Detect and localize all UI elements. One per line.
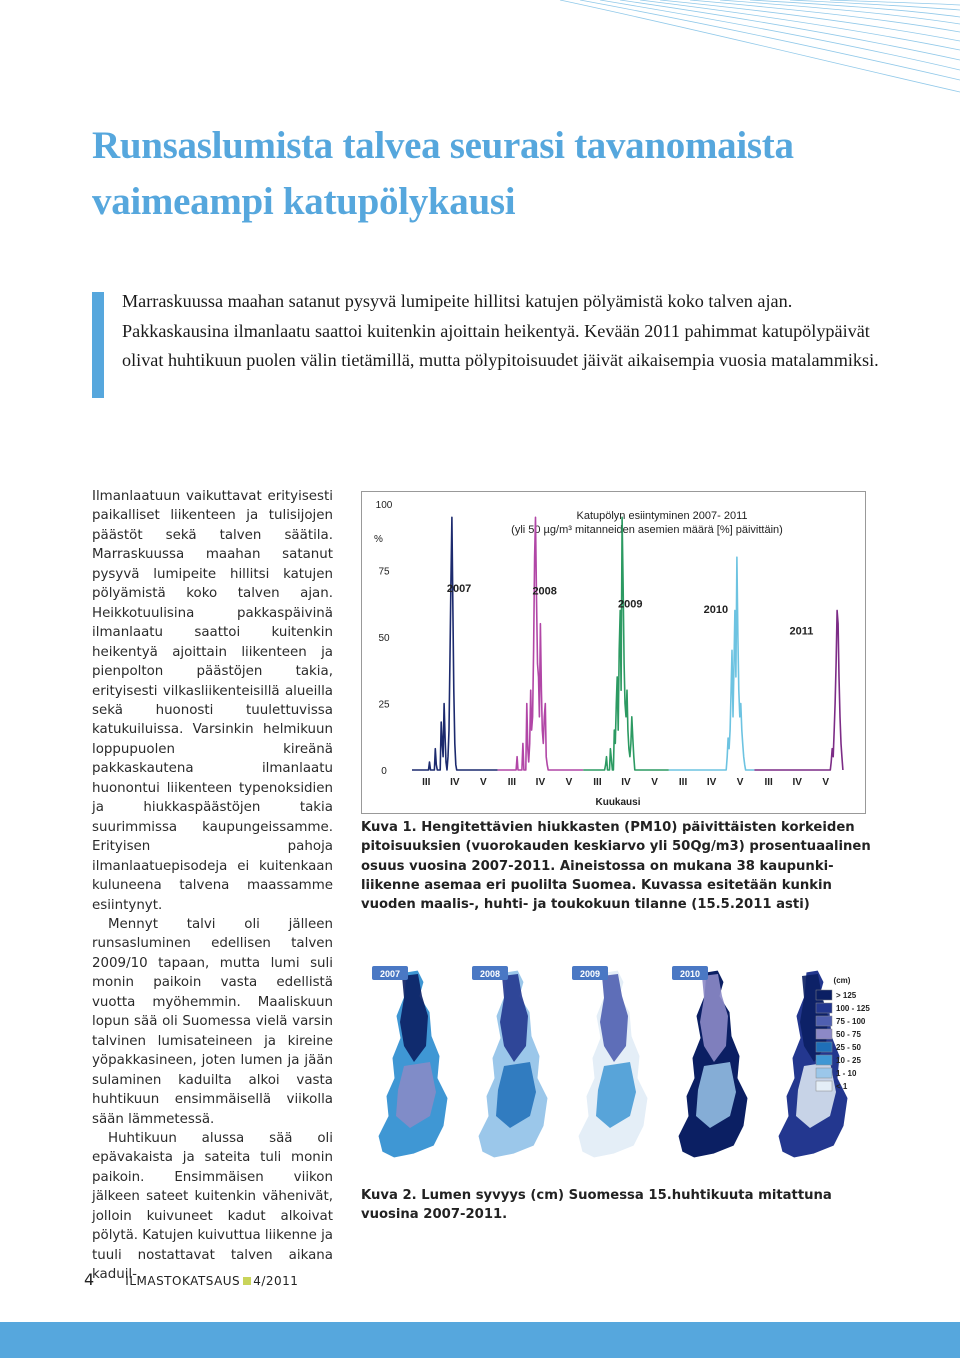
month-tick-label: IV xyxy=(792,777,802,788)
month-tick-label: V xyxy=(479,777,487,788)
snow-depth-maps xyxy=(366,958,871,1168)
month-tick-label: V xyxy=(822,777,830,788)
y-axis-label: % xyxy=(374,534,383,545)
lead-accent-bar xyxy=(92,292,104,398)
map-panel-2 xyxy=(472,966,548,1158)
page-number: 4 xyxy=(84,1270,95,1289)
y-tick-label: 75 xyxy=(378,566,390,578)
legend-label: > 125 xyxy=(836,991,857,1000)
month-tick-label: V xyxy=(651,777,658,788)
footer-square-icon xyxy=(243,1277,251,1285)
article-title xyxy=(92,118,912,230)
legend-swatch xyxy=(816,990,832,1000)
bottom-accent-bar xyxy=(0,1322,960,1358)
map-panel-3 xyxy=(572,966,648,1158)
pm10-chart-svg xyxy=(362,492,865,813)
chart-title: Katupölyn esiintyminen 2007- 2011 xyxy=(576,510,748,522)
map-year-label: 2010 xyxy=(679,969,701,979)
legend-label: 25 - 50 xyxy=(836,1043,861,1052)
month-tick-label: III xyxy=(678,777,688,788)
legend-unit: (cm) xyxy=(833,976,851,985)
series-label-2011: 2011 xyxy=(789,625,814,638)
legend-swatch xyxy=(816,1055,832,1065)
legend-label: 100 - 125 xyxy=(836,1004,870,1013)
map-year-label: 2007 xyxy=(379,969,401,979)
series-line-2008 xyxy=(498,517,584,770)
month-tick-label: III xyxy=(593,777,602,788)
legend-label: < 1 xyxy=(836,1082,848,1091)
legend-swatch xyxy=(816,1081,832,1091)
series-line-2007 xyxy=(412,517,498,770)
series-label-2009: 2009 xyxy=(618,598,643,611)
x-axis-label: Kuukausi xyxy=(595,797,641,808)
map-panel-1 xyxy=(372,966,448,1158)
snow-depth-maps-svg xyxy=(366,958,871,1168)
y-tick-label: 50 xyxy=(378,633,390,644)
pm10-chart xyxy=(361,491,866,814)
lead-paragraph: Marraskuussa maahan satanut pysyvä lumipeite hillitsi katujen pölyämistä koko talven ajan. Pakkaskausina ilmanlaatu saattoi kuitenkin ajoittain heikentyä. Kevään 2011 pahimmat katupölypäivät olivat huhtikuun puolen välin tietämillä, mutta pölypitoisuudet jäivät aikaisempia vuosia matalammiksi. xyxy=(122,291,879,371)
y-tick-label: 25 xyxy=(378,699,390,711)
legend-label: 50 - 75 xyxy=(836,1030,861,1039)
month-tick-label: III xyxy=(507,777,517,788)
month-tick-label: V xyxy=(736,777,744,788)
legend-swatch xyxy=(816,1029,832,1039)
month-tick-label: IV xyxy=(621,777,631,788)
issue-number: 4/2011 xyxy=(253,1274,299,1288)
series-label-2010: 2010 xyxy=(703,604,729,617)
legend-label: 10 - 25 xyxy=(836,1056,861,1065)
figure-1-caption: Kuva 1. Hengitettävien hiukkasten (PM10) päivittäisten korkeiden pitoisuuksien (vuorokauden keskiarvo yli 50Qg/m3) prosentuaalinen osuus vuosina 2007-2011. Aineistossa on mukana 38 kaupunki-liikenne asemaa eri puolilta Suomea. Kuvassa esitetään kunkin vuoden maalis-, huhti- ja toukokuun tilanne (15.5.2011 asti) xyxy=(361,820,871,913)
body-paragraph-2: Mennyt talvi oli jälleen runsasluminen edellisen talven 2009/10 tapaan, mutta lumi suli monin paikoin vasta edellistä vuotta myöhemmin. Maaliskuun lopun sää oli Suomessa vielä varsin talvinen lumisateineen ja kireine yöpakkasineen, joten lumen ja jään sulaminen kaduilta alkoi vasta huhtikuun ensimmäisellä viikolla sään lämmetessä. xyxy=(92,916,333,1127)
month-tick-label: IV xyxy=(706,777,717,788)
month-tick-label: IV xyxy=(450,777,460,788)
legend-swatch xyxy=(816,1016,832,1026)
legend-label: 1 - 10 xyxy=(836,1069,857,1078)
y-tick-label: 100 xyxy=(375,500,393,511)
month-tick-label: III xyxy=(422,777,431,788)
map-panel-4 xyxy=(672,966,748,1158)
series-label-2007: 2007 xyxy=(446,582,472,595)
body-paragraph-1: Ilmanlaatuun vaikuttavat erityisesti paikalliset liikenteen ja tulisijojen päästöt sekä talven säätila. Marraskuussa maahan satanut pysyvä lumipeite hillitsi katujen pölyämistä koko talven ajan. Heikkotuulisina pakkaspäivinä ilmanlaatu saattoi kuitenkin heikentyä ajoittain liikenteen ja pienpolton päästöjen takia, erityisesti vilkasliikenteisillä alueilla sekä huonosti tuulettuvissa katukuiluissa. Varsinkin helmikuun loppupuolen kireänä pakkaskautena ilmanlaatu huonontui liikenteen typenoksidien ja hiukkaspäästöjen takia suurimmissa kaupungeissamme. Erityisen pahoja ilmanlaatuepisodeja ei kuitenkaan kuluneena talvena maassamme esiintynyt. xyxy=(92,489,333,913)
series-line-2010 xyxy=(669,557,755,770)
map-year-label: 2008 xyxy=(479,969,501,979)
legend-swatch xyxy=(816,1003,832,1013)
legend-swatch xyxy=(816,1042,832,1052)
chart-subtitle: (yli 50 µg/m³ mitanneiden asemien määrä [%] päivittäin) xyxy=(511,524,783,536)
month-tick-label: III xyxy=(764,777,773,788)
title-line-1: Runsaslumista talvea seurasi tavanomaista xyxy=(92,124,794,167)
month-tick-label: V xyxy=(565,777,573,788)
map-year-label: 2009 xyxy=(579,969,601,979)
series-line-2009 xyxy=(583,517,669,770)
body-column xyxy=(92,487,333,1285)
legend-swatch xyxy=(816,1068,832,1078)
body-paragraph-3: Huhtikuun alussa sää oli epävakaista ja sateita tuli monin paikoin. Ensimmäisen viikon jälkeen sateet kuitenkin vähenivät, jolloin kuivuneet kadut alkoivat pölytä. Katujen kuivuttua liikenne ja tuuli nostattavat talven aikana kaduil- xyxy=(92,1130,333,1283)
y-tick-label: 0 xyxy=(381,766,387,777)
series-label-2008: 2008 xyxy=(532,585,557,598)
figure-2-caption: Kuva 2. Lumen syvyys (cm) Suomessa 15.huhtikuuta mitattuna vuosina 2007-2011. xyxy=(361,1188,832,1223)
legend-label: 75 - 100 xyxy=(836,1017,866,1026)
title-line-2: vaimeampi katupölykausi xyxy=(92,180,516,223)
page-footer xyxy=(84,1270,298,1289)
publication-name: ILMASTOKATSAUS xyxy=(125,1274,241,1288)
decorative-wave-lines xyxy=(0,0,960,100)
month-tick-label: IV xyxy=(535,777,546,788)
